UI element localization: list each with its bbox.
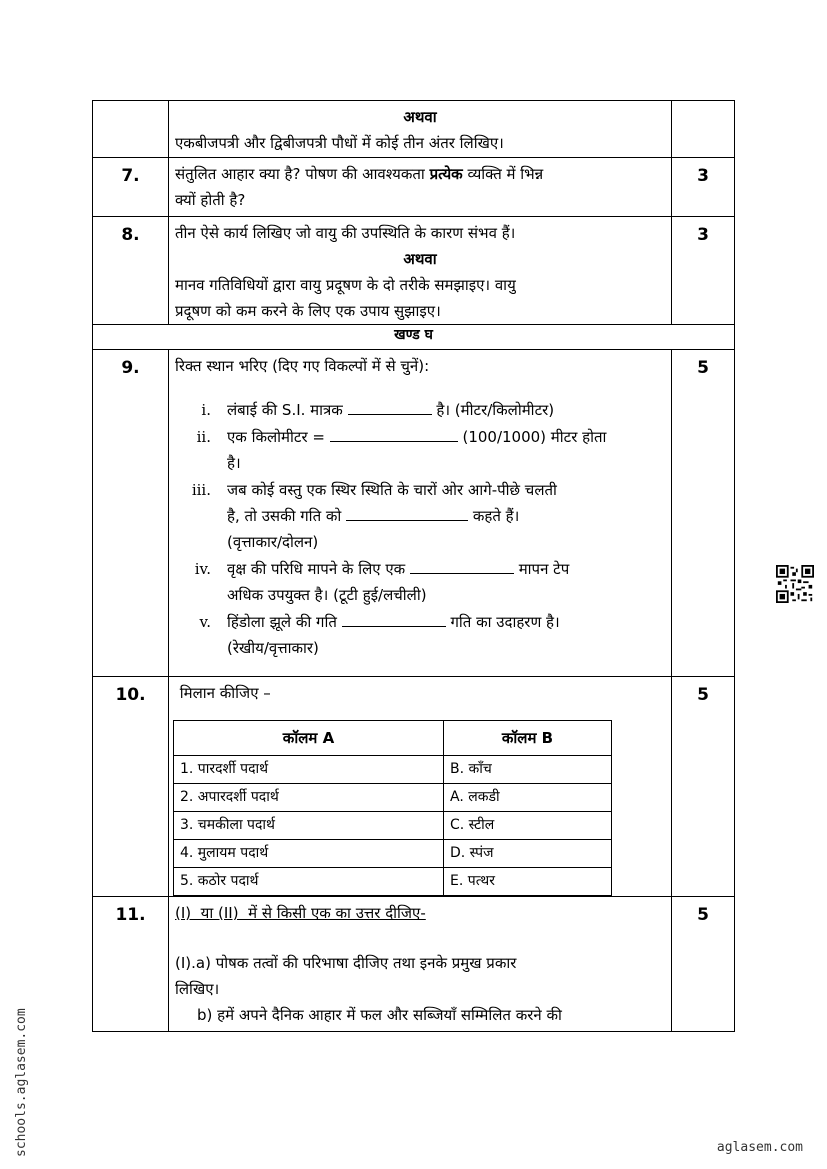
table-row: 4. मुलायम पदार्थ D. स्पंज <box>174 840 612 868</box>
question-number: 10. <box>93 677 169 897</box>
question-intro: मिलान कीजिए – <box>175 684 271 702</box>
num-cell <box>93 101 169 158</box>
marks: 3 <box>672 158 735 217</box>
question-heading: (I) या (II) में से किसी एक का उत्तर दीजिए- <box>175 904 426 922</box>
section-title: खण्ड घ <box>93 325 735 350</box>
match-header-row <box>174 721 612 756</box>
question-cell <box>169 350 672 677</box>
list-item: i. लंबाई की S.I. मात्रक है। (मीटर/किलोमीटर) <box>201 401 555 419</box>
column-a-header: कॉलम A <box>174 721 444 756</box>
marks: 5 <box>672 350 735 677</box>
qr-code-icon <box>776 565 814 603</box>
blank <box>342 612 446 627</box>
question-text: तीन ऐसे कार्य लिखिए जो वायु की उपस्थिति के कारण संभव हैं। <box>175 224 516 242</box>
table-row: 2. अपारदर्शी पदार्थ A. लकडी <box>174 784 612 812</box>
blank <box>410 559 514 574</box>
marks: 3 <box>672 217 735 325</box>
blank <box>346 506 468 521</box>
question-number: 7. <box>93 158 169 217</box>
section-header-row <box>93 325 735 350</box>
question-number: 9. <box>93 350 169 677</box>
table-row: 5. कठोर पदार्थ E. पत्थर <box>174 868 612 896</box>
blank <box>330 427 458 442</box>
table-row: 1. पारदर्शी पदार्थ B. काँच <box>174 756 612 784</box>
row-q9 <box>93 350 735 677</box>
row-q11 <box>93 897 735 1032</box>
or-label: अथवा <box>403 108 437 126</box>
alt-question-line-2: प्रदूषण को कम करने के लिए एक उपाय सुझाइए। <box>175 302 441 320</box>
list-item: iv. वृक्ष की परिधि मापने के लिए एक मापन टेप अधिक उपयुक्त है। (टूटी हुई/लचीली) <box>194 560 570 604</box>
question-number: 8. <box>93 217 169 325</box>
blank <box>348 400 432 415</box>
question-intro: रिक्त स्थान भरिए (दिए गए विकल्पों में से चुनें): <box>175 357 430 375</box>
question-number: 11. <box>93 897 169 1032</box>
side-watermark: schools.aglasem.com <box>14 1008 29 1157</box>
row-q10 <box>93 677 735 897</box>
footer-watermark: aglasem.com <box>716 1140 803 1155</box>
column-b-header: कॉलम B <box>444 721 612 756</box>
question-text: एकबीजपत्री और द्विबीजपत्री पौधों में कोई तीन अंतर लिखिए। <box>175 134 504 152</box>
list-item: iii. जब कोई वस्तु एक स्थिर स्थिति के चारों ओर आगे-पीछे चलती है, तो उसकी गति को कहते हैं। (वृत्ताकार/दोलन) <box>191 481 557 551</box>
question-table <box>92 100 735 1032</box>
question-cell <box>169 897 672 1032</box>
row-q8 <box>93 217 735 325</box>
marks: 5 <box>672 897 735 1032</box>
question-cell <box>169 101 672 158</box>
alt-question-line-1: मानव गतिविधियों द्वारा वायु प्रदूषण के दो तरीके समझाइए। वायु <box>175 276 516 294</box>
question-part-a-line-1: (I).a) पोषक तत्वों की परिभाषा दीजिए तथा इनके प्रमुख प्रकार <box>175 954 517 972</box>
blanks-list <box>175 397 665 661</box>
marks: 5 <box>672 677 735 897</box>
row-q6-or <box>93 101 735 158</box>
or-label: अथवा <box>403 250 437 268</box>
row-q7 <box>93 158 735 217</box>
question-text-2: क्यों होती है? <box>175 191 246 209</box>
list-item: ii. एक किलोमीटर = (100/1000) मीटर होता है। <box>196 428 607 472</box>
question-text: संतुलित आहार क्या है? पोषण की आवश्यकता प्रत्येक व्यक्ति में भिन्न <box>175 165 544 183</box>
question-part-b: b) हमें अपने दैनिक आहार में फल और सब्जियाँ सम्मिलित करने की <box>197 1006 562 1024</box>
table-row: 3. चमकीला पदार्थ C. स्टील <box>174 812 612 840</box>
emphasis: प्रत्येक <box>429 165 463 183</box>
marks-cell <box>672 101 735 158</box>
question-cell <box>169 217 672 325</box>
question-part-a-line-2: लिखिए। <box>175 980 220 998</box>
question-cell <box>169 677 672 897</box>
match-table <box>173 720 612 896</box>
question-cell <box>169 158 672 217</box>
list-item: v. हिंडोला झूले की गति गति का उदाहरण है। (रेखीय/वृत्ताकार) <box>199 613 560 657</box>
